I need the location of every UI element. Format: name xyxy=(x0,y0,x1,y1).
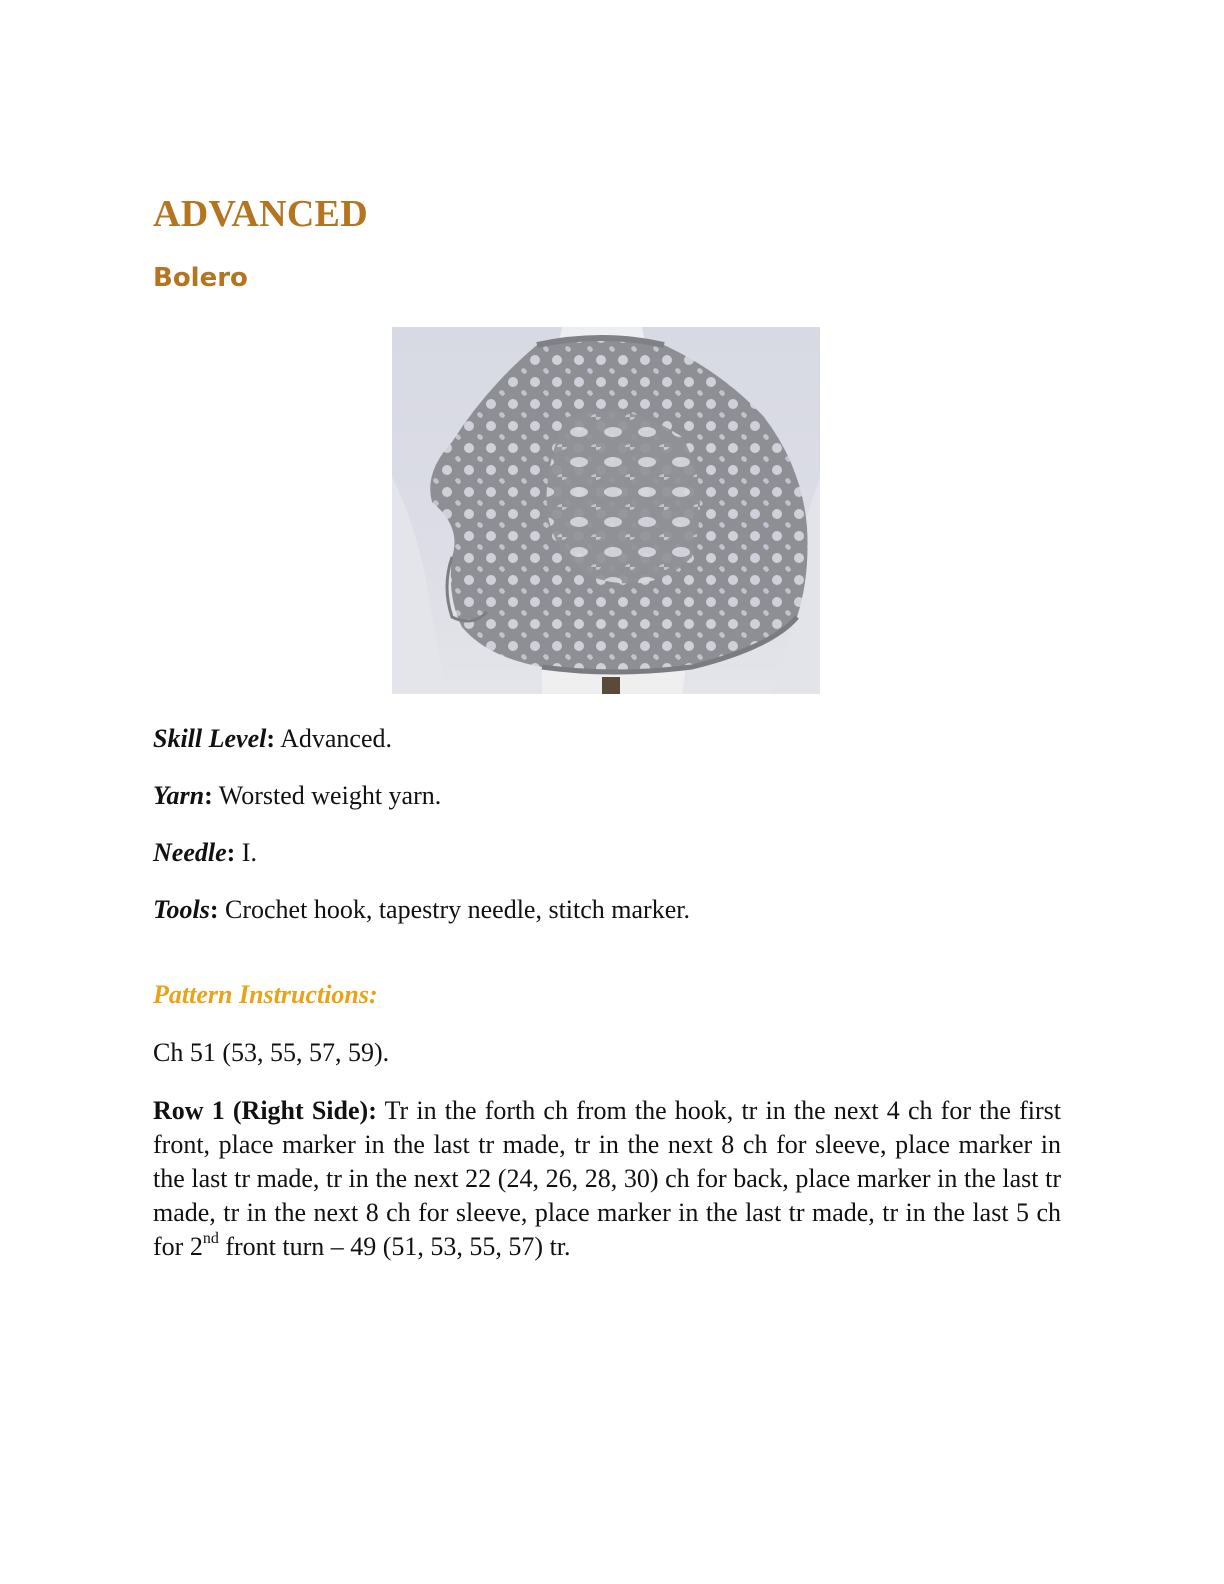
pattern-instructions-heading: Pattern Instructions: xyxy=(153,980,378,1009)
row-1-text-b: front turn – 49 (51, 53, 55, 57) tr. xyxy=(218,1232,571,1261)
level-heading: ADVANCED xyxy=(153,193,368,235)
spec-skill-level xyxy=(153,724,392,754)
spec-needle-colon: : xyxy=(226,838,236,867)
spec-yarn xyxy=(153,781,441,811)
spec-needle-label: Needle xyxy=(153,838,227,867)
spec-tools xyxy=(153,895,690,925)
spec-skill-level-label: Skill Level xyxy=(153,724,267,753)
spec-yarn-value: Worsted weight yarn. xyxy=(212,781,442,810)
project-title: Bolero xyxy=(153,263,248,293)
chain-start-line: Ch 51 (53, 55, 57, 59). xyxy=(153,1038,390,1067)
row-1-superscript: nd xyxy=(202,1230,219,1247)
spec-skill-level-colon: : xyxy=(266,724,276,753)
row-1-text-a: Tr in the forth ch from the hook, tr in the next 4 ch for the first front, place marker in the last tr made, tr in the next 8 ch for sleeve, place marker in the last tr made, tr in the next 22 (24, 26, 28, 30) ch for back, place marker in the last tr made, tr in the next 8 ch for sleeve, place marker in the last tr made, tr in the last 5 ch for 2 xyxy=(153,1096,1061,1261)
spec-yarn-colon: : xyxy=(204,781,213,810)
spec-needle-value: I. xyxy=(235,838,257,867)
row-1-label: Row 1 (Right Side): xyxy=(153,1096,377,1125)
bolero-illustration xyxy=(392,327,820,694)
row-1-instructions xyxy=(153,1094,1061,1264)
bolero-photo xyxy=(392,327,820,694)
spec-tools-colon: : xyxy=(209,895,219,924)
spec-needle xyxy=(153,838,257,868)
spec-tools-value: Crochet hook, tapestry needle, stitch marker. xyxy=(218,895,690,924)
spec-tools-label: Tools xyxy=(153,895,210,924)
spec-yarn-label: Yarn xyxy=(153,781,205,810)
spec-skill-level-value: Advanced. xyxy=(275,724,392,753)
